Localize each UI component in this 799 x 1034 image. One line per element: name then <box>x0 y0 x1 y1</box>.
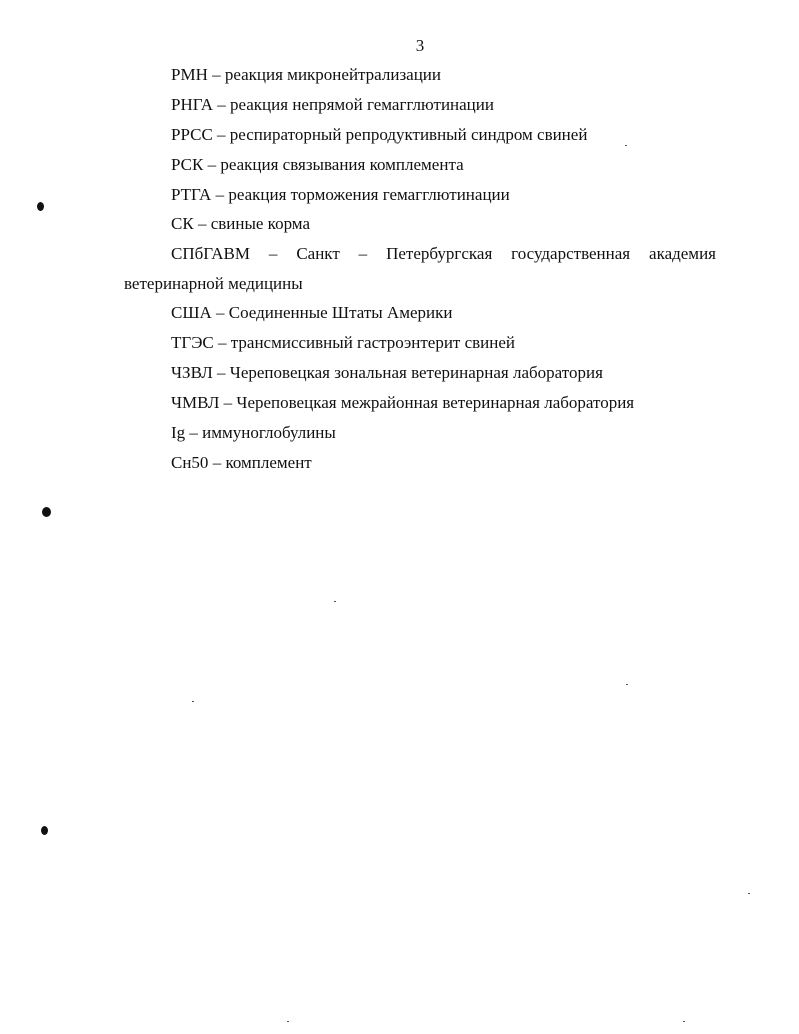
abbreviation-description: комплемент <box>225 453 312 472</box>
punch-hole-mark <box>41 826 48 835</box>
scan-speck <box>192 701 194 702</box>
abbreviation-separator: – <box>212 363 230 382</box>
abbreviation-description: Санкт – Петербургская государственная академия ветеринарной медицины <box>124 244 716 293</box>
abbreviation-term: СПбГАВМ <box>171 244 250 263</box>
abbreviation-description: реакция непрямой гемагглютинации <box>230 95 494 114</box>
abbreviation-entry <box>171 332 515 354</box>
scan-speck <box>626 684 628 685</box>
abbreviation-separator: – <box>211 185 229 204</box>
abbreviation-entry <box>171 213 310 235</box>
scan-speck <box>683 1021 685 1022</box>
scan-speck <box>625 145 627 146</box>
abbreviation-entry <box>171 302 452 324</box>
abbreviation-entry <box>171 362 603 384</box>
abbreviation-description: реакция торможения гемагглютинации <box>228 185 510 204</box>
abbreviation-term: РНГА <box>171 95 213 114</box>
abbreviation-term: ЧЗВЛ <box>171 363 213 382</box>
punch-hole-mark <box>42 507 51 517</box>
abbreviation-description: реакция связывания комплемента <box>220 155 464 174</box>
abbreviation-separator: – <box>208 453 226 472</box>
abbreviation-entry <box>171 154 464 176</box>
abbreviation-term: СК <box>171 214 194 233</box>
abbreviation-term: РТГА <box>171 185 212 204</box>
abbreviation-separator: – <box>212 125 230 144</box>
abbreviation-separator: – <box>249 244 297 263</box>
abbreviation-separator: – <box>207 65 225 84</box>
abbreviation-term: ЧМВЛ <box>171 393 220 412</box>
abbreviation-entry <box>171 452 312 474</box>
abbreviation-entry <box>171 64 441 86</box>
abbreviation-separator: – <box>211 303 229 322</box>
abbreviation-description: свиные корма <box>210 214 310 233</box>
abbreviation-description: Череповецкая зональная ветеринарная лаборатория <box>229 363 603 382</box>
abbreviation-separator: – <box>203 155 221 174</box>
abbreviation-term: РРСС <box>171 125 213 144</box>
abbreviation-entry <box>171 392 634 414</box>
abbreviation-entry <box>171 422 336 444</box>
abbreviation-term: Сн50 <box>171 453 209 472</box>
abbreviation-term: РМН <box>171 65 208 84</box>
abbreviation-separator: – <box>185 423 203 442</box>
abbreviation-entry <box>171 184 510 206</box>
abbreviation-description: трансмиссивный гастроэнтерит свиней <box>230 333 516 352</box>
scan-speck <box>287 1021 289 1022</box>
punch-hole-mark <box>37 202 44 211</box>
abbreviation-term: ТГЭС <box>171 333 214 352</box>
scan-speck <box>334 601 336 602</box>
abbreviation-description: респираторный репродуктивный синдром свиней <box>229 125 588 144</box>
abbreviation-separator: – <box>213 333 231 352</box>
scan-speck <box>748 893 750 894</box>
abbreviation-description: Череповецкая межрайонная ветеринарная лаборатория <box>236 393 635 412</box>
abbreviation-description: Соединенные Штаты Америки <box>228 303 453 322</box>
abbreviation-term: Ig <box>171 423 186 442</box>
abbreviation-description: реакция микронейтрализации <box>224 65 442 84</box>
abbreviation-separator: – <box>219 393 237 412</box>
abbreviation-term: РСК <box>171 155 204 174</box>
abbreviation-entry <box>124 239 716 299</box>
abbreviation-description: иммуноглобулины <box>202 423 336 442</box>
abbreviation-entry <box>171 124 587 146</box>
abbreviation-entry <box>171 94 494 116</box>
abbreviation-separator: – <box>193 214 211 233</box>
abbreviation-term: США <box>171 303 212 322</box>
page-number: 3 <box>415 36 425 55</box>
abbreviation-separator: – <box>213 95 230 114</box>
